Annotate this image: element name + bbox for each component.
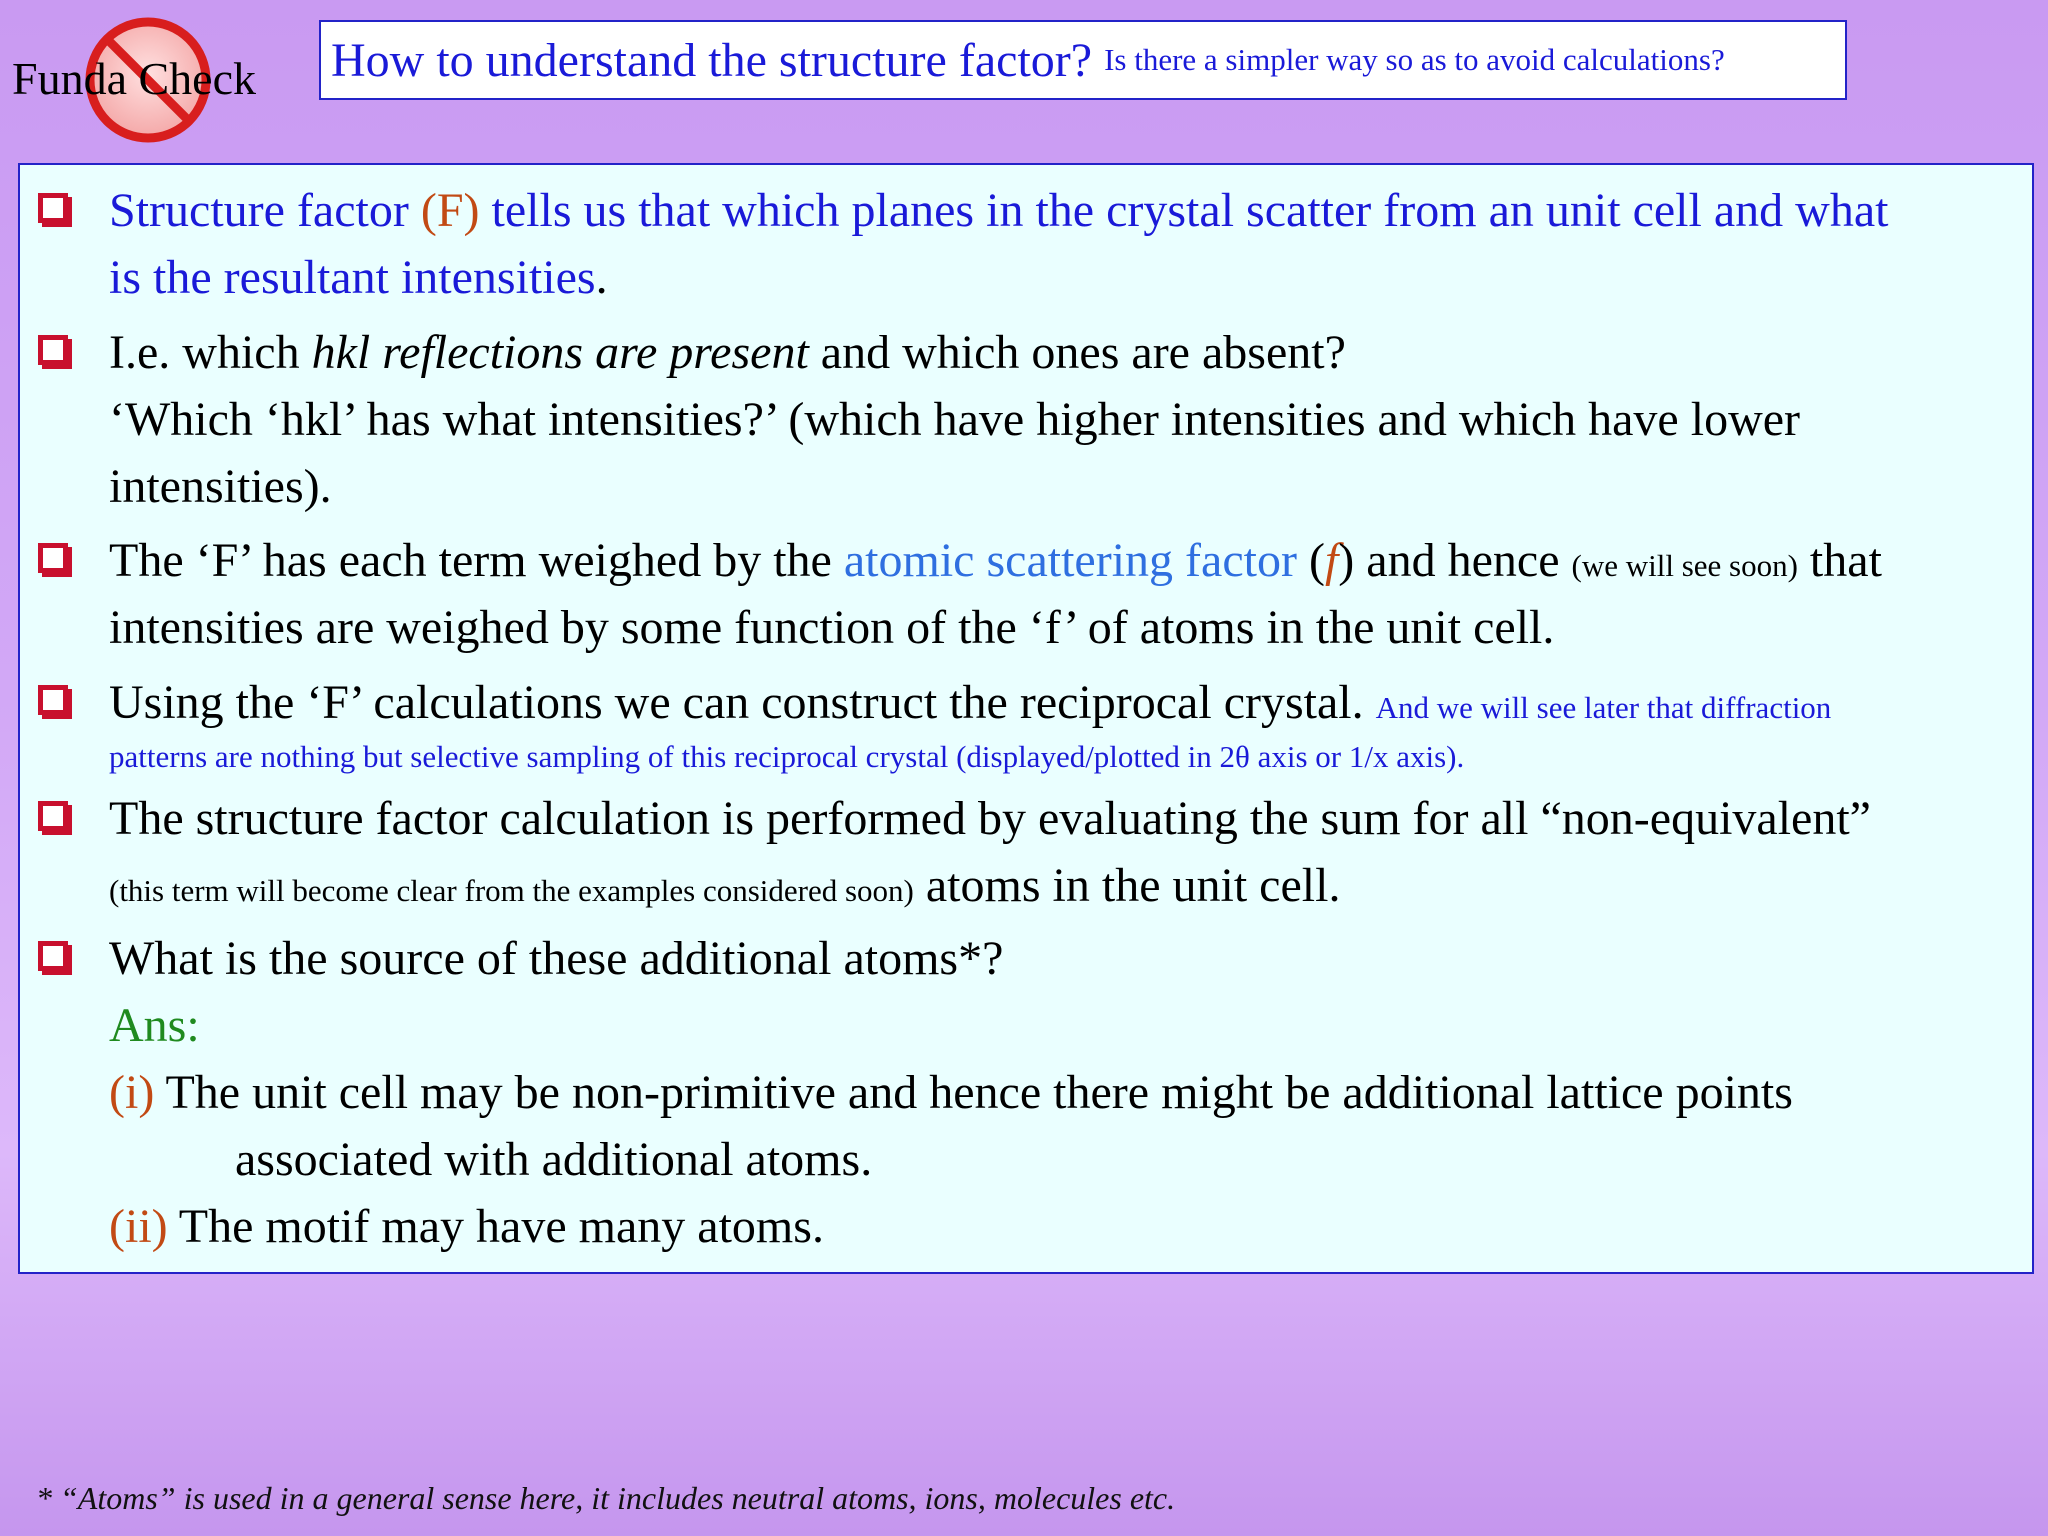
text-span: (we will see soon) <box>1571 548 1798 583</box>
bullet-2-line-1 <box>109 326 1346 379</box>
text-span: tells us that which planes in the crystal scatter from an unit cell and what <box>479 184 1889 237</box>
text-span: Structure factor <box>109 184 421 237</box>
answer-item-i-cont: associated with additional atoms. <box>235 1133 873 1186</box>
text-span: The ‘F’ has each term weighed by the <box>109 534 844 587</box>
checkbox-bullet-icon <box>38 335 68 365</box>
text-span: Using the ‘F’ calculations we can construct the reciprocal crystal. <box>109 676 1376 729</box>
text-span: I.e. which <box>109 326 312 379</box>
checkbox-bullet-icon <box>38 941 68 971</box>
content-panel <box>18 163 2034 1274</box>
text-span: ) and hence <box>1338 534 1572 587</box>
text-span: The motif may have many atoms. <box>167 1200 824 1253</box>
bullet-3-line-1 <box>109 534 1882 587</box>
text-span: . <box>595 251 608 304</box>
slide-subtitle: Is there a simpler way so as to avoid calculations? <box>1104 42 1725 77</box>
bullet-4-line-1 <box>109 676 1832 729</box>
funda-check-label: Funda Check <box>12 53 257 104</box>
slide-title: How to understand the structure factor? <box>331 33 1093 87</box>
bullet-2-line-3: intensities). <box>109 460 332 513</box>
bullet-3-line-2: intensities are weighed by some function of the ‘f’ of atoms in the unit cell. <box>109 601 1555 654</box>
bullet-5-line-2 <box>109 859 1341 912</box>
f-italic: f <box>1324 534 1339 587</box>
checkbox-bullet-icon <box>38 685 68 715</box>
bullet-6-line-1: What is the source of these additional atoms*? <box>109 932 1004 985</box>
text-span: The unit cell may be non-primitive and hence there might be additional lattice points <box>154 1066 1793 1119</box>
answer-item-ii <box>109 1200 824 1253</box>
text-span: that <box>1797 534 1882 587</box>
footnote: * “Atoms” is used in a general sense here, it includes neutral atoms, ions, molecules etc. <box>36 1480 1176 1516</box>
numeral-label: (i) <box>109 1066 155 1119</box>
text-span: (this term will become clear from the examples considered soon) <box>109 873 914 908</box>
hkl-italic: hkl reflections are present <box>311 326 809 379</box>
text-span: atoms in the unit cell. <box>913 859 1341 912</box>
bullet-1-line-2 <box>109 251 608 304</box>
text-span: ( <box>1296 534 1325 587</box>
checkbox-bullet-icon <box>38 193 68 223</box>
bullet-4-line-2: patterns are nothing but selective sampling of this reciprocal crystal (displayed/plotted in 2θ axis or 1/x axis). <box>109 739 1465 774</box>
checkbox-bullet-icon <box>38 801 68 831</box>
text-span: And we will see later that diffraction <box>1375 690 1832 725</box>
text-span: is the resultant intensities <box>109 251 596 304</box>
f-symbol: (F) <box>420 184 480 237</box>
slide-title-box <box>319 20 1847 100</box>
bullet-5-line-1: The structure factor calculation is performed by evaluating the sum for all “non-equivalent” <box>109 792 1871 845</box>
text-span: and which ones are absent? <box>808 326 1346 379</box>
answer-item-i <box>109 1066 1793 1119</box>
numeral-label: (ii) <box>109 1200 168 1253</box>
answer-label: Ans: <box>109 999 200 1052</box>
checkbox-bullet-icon <box>38 543 68 573</box>
atomic-scattering-factor: atomic scattering factor <box>843 534 1297 587</box>
bullet-2-line-2: ‘Which ‘hkl’ has what intensities?’ (which have higher intensities and which have lower <box>109 393 1801 446</box>
bullet-1-line-1 <box>109 184 1889 237</box>
